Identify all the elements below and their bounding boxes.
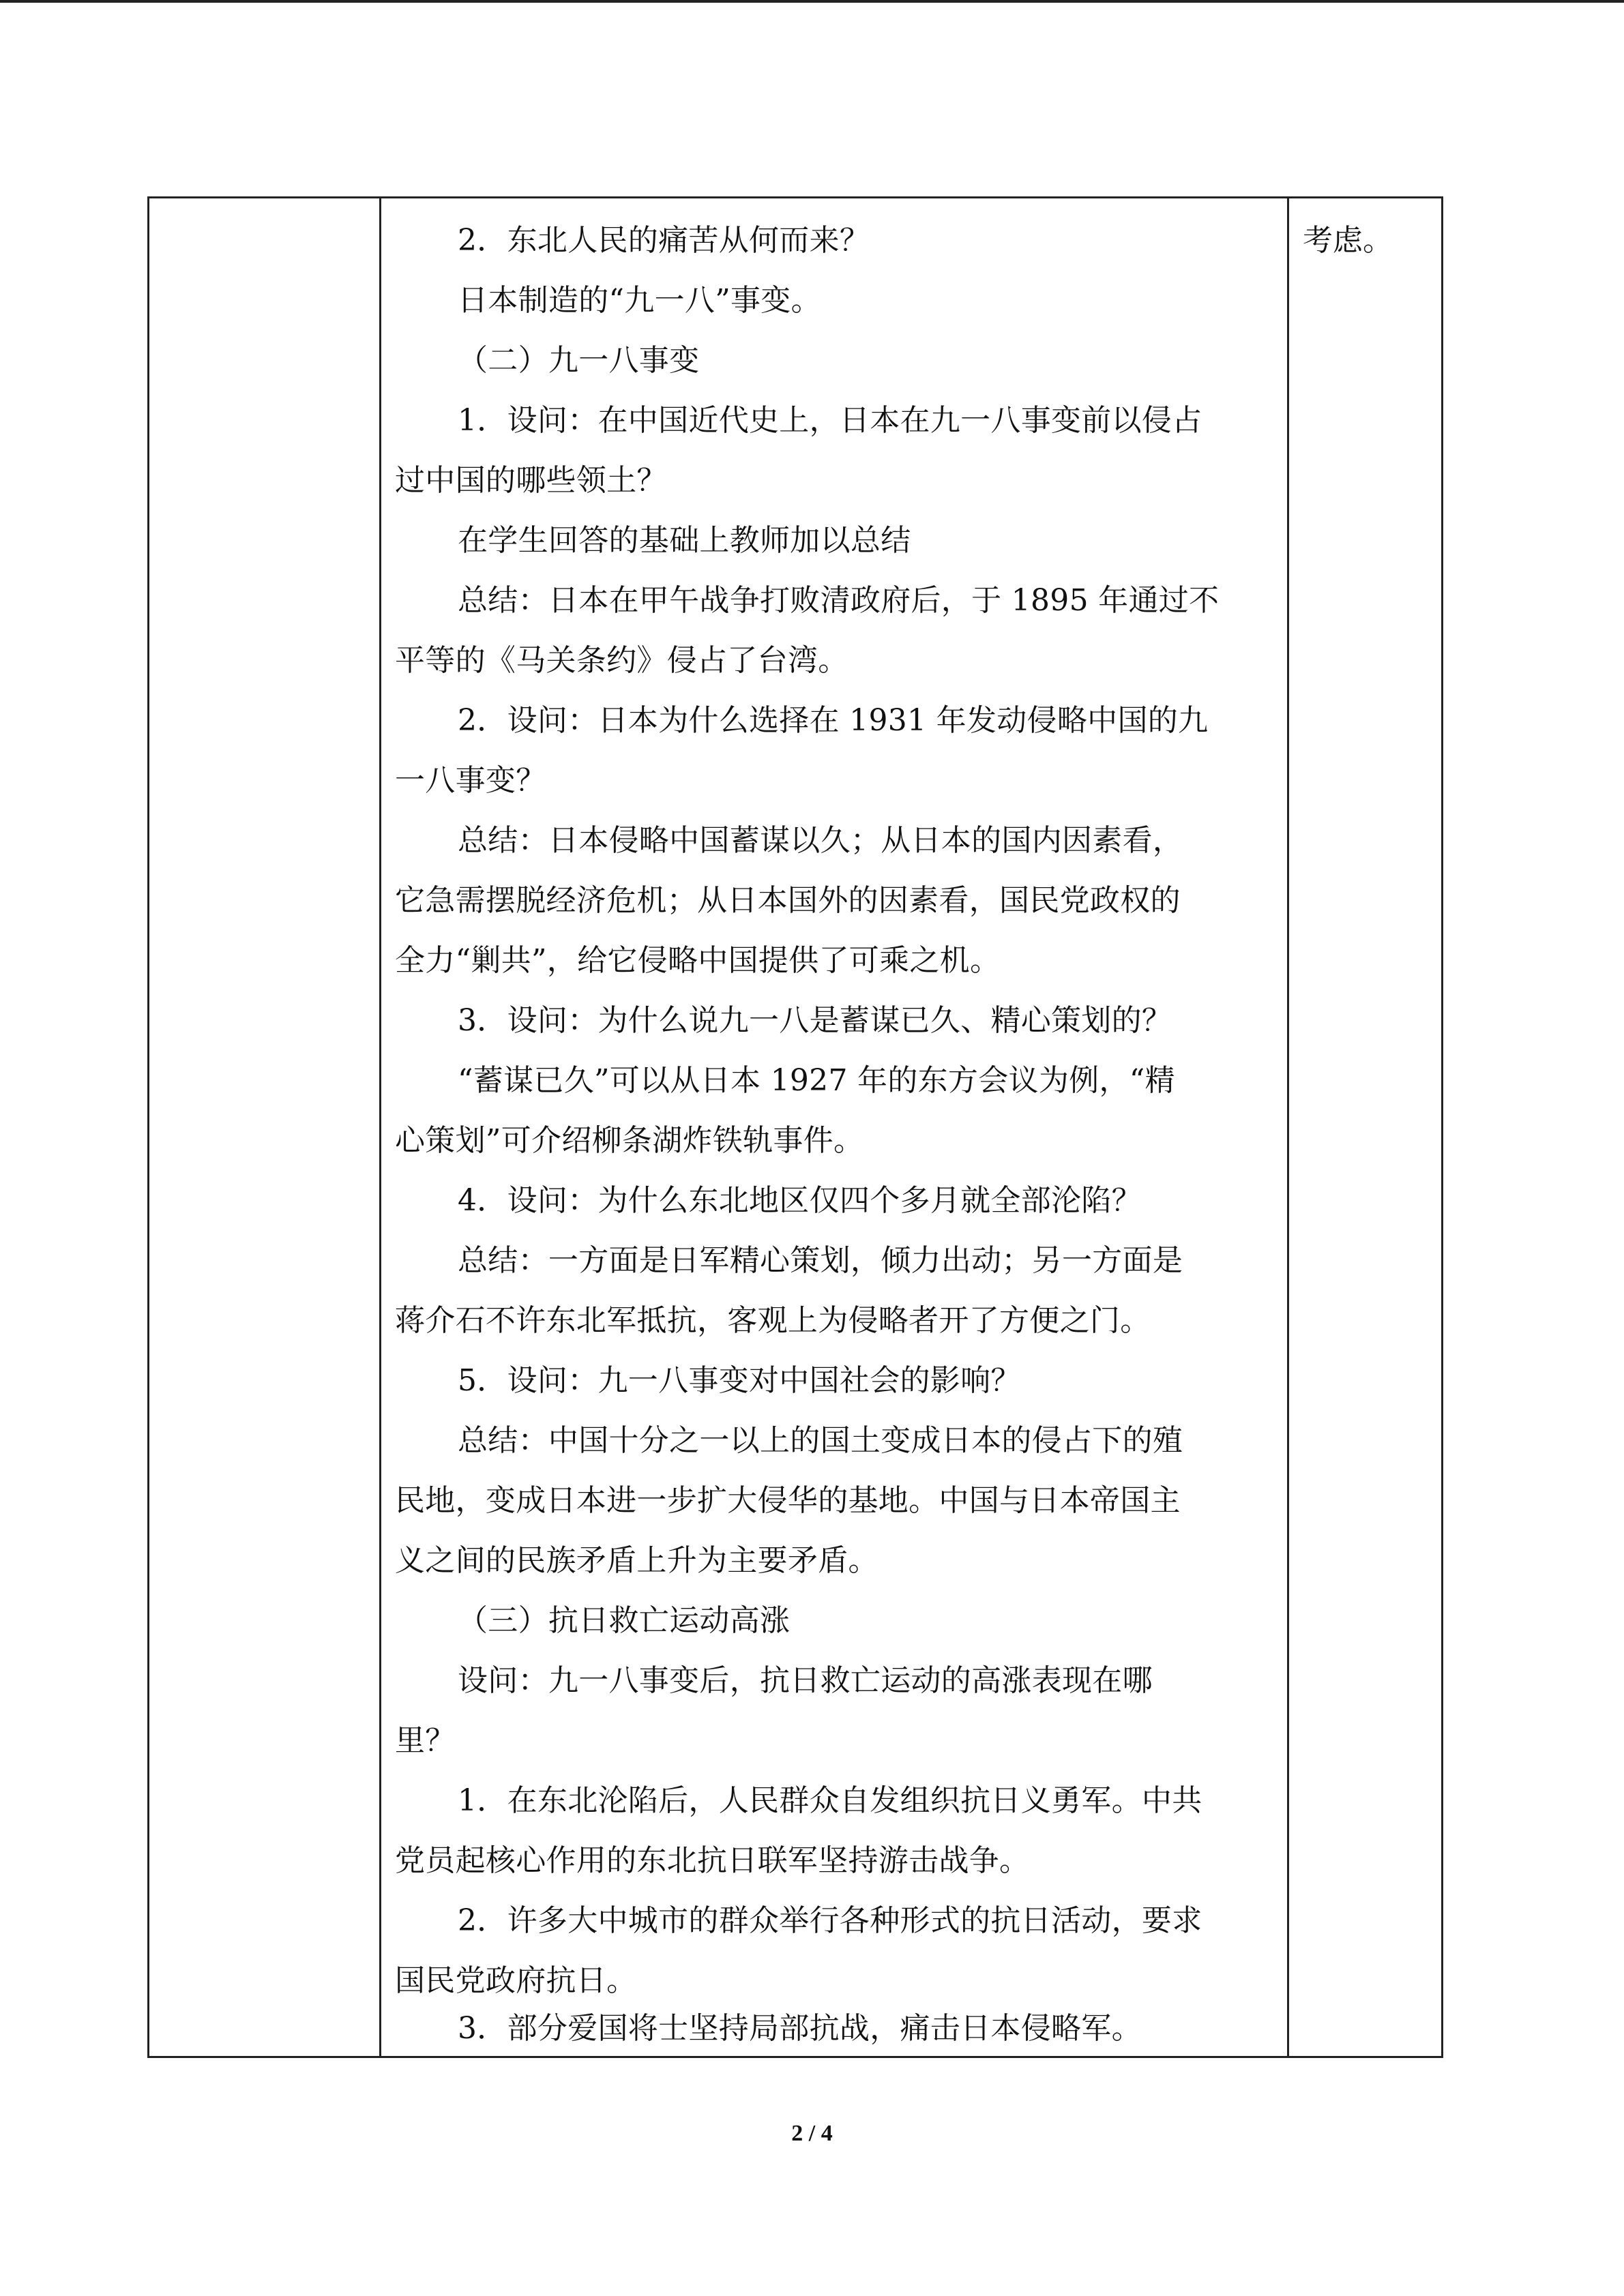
lesson-table — [147, 196, 1443, 2058]
text-line: 4．设问：为什么东北地区仅四个多月就全部沦陷？ — [458, 1183, 1142, 1218]
text-line: 5．设问：九一八事变对中国社会的影响？ — [458, 1363, 1021, 1398]
text-line: 一八事变？ — [395, 763, 546, 798]
main-column-cell — [381, 198, 1287, 2056]
text-line: 日本制造的“九一八”事变。 — [458, 283, 821, 318]
text-line: 总结：中国十分之一以上的国土变成日本的侵占下的殖 — [458, 1423, 1183, 1458]
text-line: 国民党政府抗日。 — [395, 1963, 637, 1998]
text-line: 总结：一方面是日军精心策划，倾力出动；另一方面是 — [458, 1243, 1183, 1278]
text-line: 义之间的民族矛盾上升为主要矛盾。 — [395, 1543, 879, 1578]
section-heading: （三）抗日救亡运动高涨 — [458, 1603, 791, 1638]
text-line: 过中国的哪些领土？ — [395, 463, 667, 498]
text-line: 2．设问：日本为什么选择在 1931 年发动侵略中国的九 — [458, 703, 1209, 738]
text-line: 在学生回答的基础上教师加以总结 — [458, 523, 911, 558]
text-line: 总结：日本侵略中国蓄谋以久；从日本的国内因素看， — [458, 823, 1183, 858]
right-column-cell — [1289, 198, 1443, 2056]
page-number: 2 / 4 — [791, 2121, 833, 2146]
text-line: 里？ — [395, 1723, 456, 1758]
text-line: 党员起核心作用的东北抗日联军坚持游击战争。 — [395, 1843, 1030, 1878]
right-column-text: 考虑。 — [1303, 223, 1393, 258]
text-line: 平等的《马关条约》侵占了台湾。 — [395, 643, 848, 678]
text-line: 它急需摆脱经济危机；从日本国外的因素看，国民党政权的 — [395, 883, 1181, 918]
text-line: 蒋介石不许东北军抵抗，客观上为侵略者开了方便之门。 — [395, 1303, 1151, 1338]
text-line: “蓄谋已久”可以从日本 1927 年的东方会议为例，“精 — [458, 1063, 1175, 1098]
text-line: 1．设问：在中国近代史上，日本在九一八事变前以侵占 — [458, 403, 1202, 438]
text-line: 全力“剿共”，给它侵略中国提供了可乘之机。 — [395, 943, 1001, 978]
text-line: 民地，变成日本进一步扩大侵华的基地。中国与日本帝国主 — [395, 1483, 1181, 1518]
section-heading: （二）九一八事变 — [458, 343, 700, 378]
text-line: 2．许多大中城市的群众举行各种形式的抗日活动，要求 — [458, 1903, 1202, 1938]
text-line: 1．在东北沦陷后，人民群众自发组织抗日义勇军。中共 — [458, 1783, 1202, 1818]
text-line: 设问：九一八事变后，抗日救亡运动的高涨表现在哪 — [458, 1663, 1153, 1698]
text-line: 2．东北人民的痛苦从何而来？ — [458, 223, 870, 258]
text-line: 总结：日本在甲午战争打败清政府后，于 1895 年通过不 — [458, 583, 1220, 618]
text-line: 3．部分爱国将士坚持局部抗战，痛击日本侵略军。 — [458, 2011, 1142, 2046]
text-line: 心策划”可介绍柳条湖炸铁轨事件。 — [395, 1123, 864, 1158]
page-top-rule — [0, 0, 1624, 3]
text-line: 3．设问：为什么说九一八是蓄谋已久、精心策划的？ — [458, 1003, 1172, 1038]
